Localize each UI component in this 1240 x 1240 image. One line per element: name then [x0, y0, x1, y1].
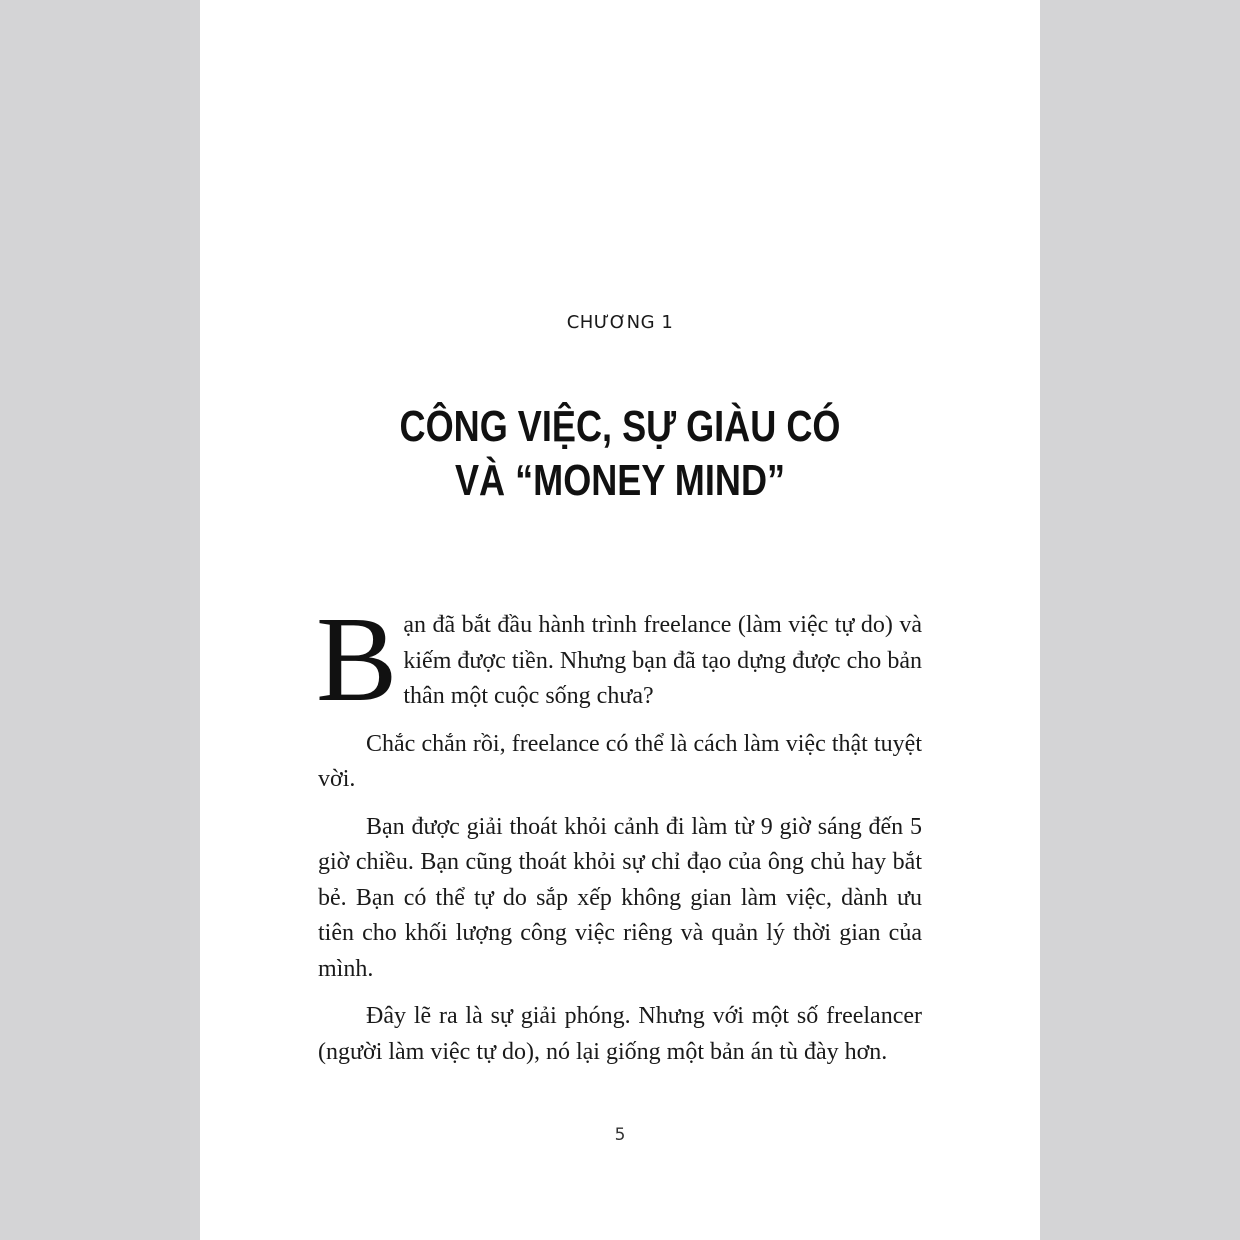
paragraph-1-text: ạn đã bắt đầu hành trình freelance (làm việc tự do) và kiếm được tiền. Nhưng bạn đã tạo dựng được cho bản thân một cuộc sống chưa? — [403, 612, 922, 709]
body-text — [316, 592, 922, 1082]
chapter-title — [276, 400, 965, 508]
chapter-title-line-1: CÔNG VIỆC, SỰ GIÀU CÓ — [399, 402, 841, 451]
paragraph-4: Đây lẽ ra là sự giải phóng. Nhưng với một số freelancer (người làm việc tự do), nó lại giống một bản án tù đày hơn. — [318, 1003, 922, 1065]
paragraph-2: Chắc chắn rồi, freelance có thể là cách làm việc thật tuyệt vời. — [318, 730, 922, 792]
paragraph-1 — [316, 592, 922, 727]
page-number: 5 — [614, 1125, 626, 1145]
drop-cap: B — [316, 592, 398, 727]
chapter-title-line-2: VÀ “MONEY MIND” — [454, 456, 786, 505]
chapter-label: CHƯƠNG 1 — [566, 312, 674, 333]
book-page — [200, 0, 1040, 1240]
paragraph-3: Bạn được giải thoát khỏi cảnh đi làm từ 9 giờ sáng đến 5 giờ chiều. Bạn cũng thoát khỏi sự chỉ đạo của ông chủ hay bắt bẻ. Bạn có thể tự do sắp xếp không gian làm việc, dành ưu tiên cho khối lượng công việc riêng và quản lý thời gian của mình. — [318, 813, 922, 982]
